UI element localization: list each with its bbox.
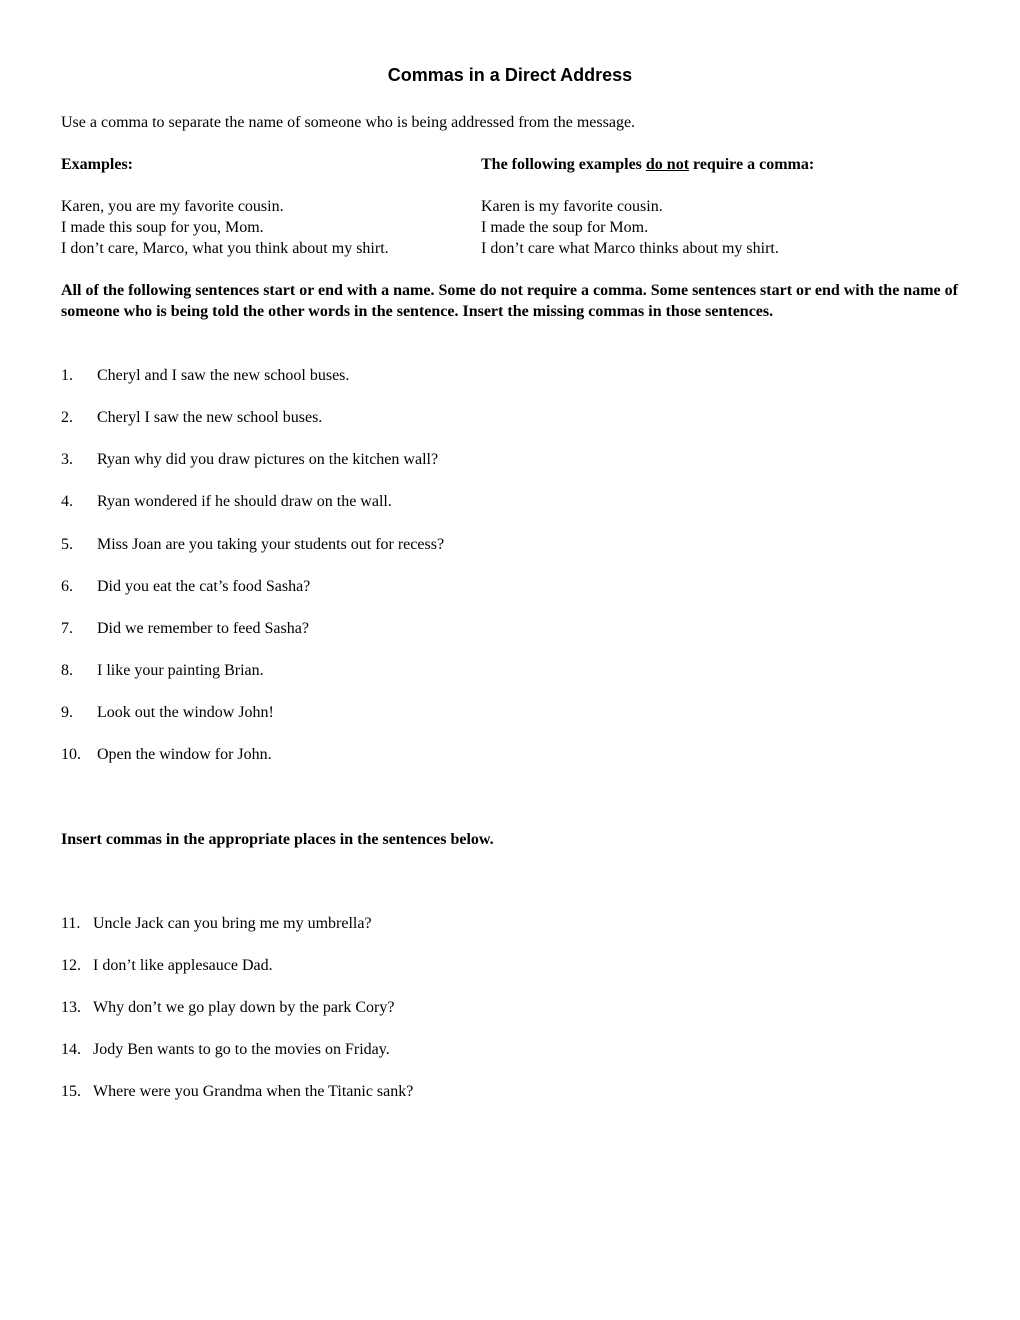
page-title: Commas in a Direct Address bbox=[387, 65, 633, 85]
question-item-5 bbox=[61, 534, 444, 555]
question-text: Open the window for John. bbox=[97, 746, 272, 763]
question-text: Did we remember to feed Sasha? bbox=[97, 620, 309, 637]
intro-text: Use a comma to separate the name of someone who is being addressed from the message. bbox=[61, 114, 636, 131]
question-text: Cheryl I saw the new school buses. bbox=[97, 409, 323, 426]
question-number: 8. bbox=[61, 662, 73, 679]
question-number: 15. bbox=[61, 1083, 81, 1100]
section2-instructions: Insert commas in the appropriate places in the sentences below. bbox=[61, 831, 494, 848]
question-number: 9. bbox=[61, 704, 73, 721]
question-text: Cheryl and I saw the new school buses. bbox=[97, 367, 350, 384]
question-item-6 bbox=[61, 576, 310, 597]
example-left-2: I made this soup for you, Mom. bbox=[61, 219, 264, 236]
question-number: 7. bbox=[61, 620, 73, 637]
question-item-4 bbox=[61, 491, 392, 512]
question-item-15 bbox=[61, 1081, 413, 1102]
question-item-7 bbox=[61, 618, 309, 639]
question-text: Uncle Jack can you bring me my umbrella? bbox=[93, 915, 372, 932]
non-examples-heading-part3: require a comma: bbox=[689, 156, 815, 173]
question-item-14 bbox=[61, 1039, 390, 1060]
example-right-2: I made the soup for Mom. bbox=[481, 219, 649, 236]
question-text: Ryan wondered if he should draw on the wall. bbox=[97, 493, 392, 510]
question-item-2 bbox=[61, 407, 322, 428]
non-examples-heading bbox=[481, 154, 814, 175]
question-item-10 bbox=[61, 744, 272, 765]
question-item-11 bbox=[61, 913, 372, 934]
question-item-9 bbox=[61, 702, 274, 723]
question-text: Miss Joan are you taking your students out for recess? bbox=[97, 536, 445, 553]
examples-heading: Examples: bbox=[61, 156, 133, 173]
question-text: Did you eat the cat’s food Sasha? bbox=[97, 578, 311, 595]
example-left-3: I don’t care, Marco, what you think about my shirt. bbox=[61, 240, 389, 257]
question-item-8 bbox=[61, 660, 264, 681]
question-number: 2. bbox=[61, 409, 73, 426]
section1-instructions: All of the following sentences start or end with a name. Some do not require a comma. Some sentences start or end with the name of someone who is being told the other words in the sentence. Insert the missing commas in those sentences. bbox=[61, 282, 958, 320]
question-text: Why don’t we go play down by the park Cory? bbox=[93, 999, 395, 1016]
question-number: 14. bbox=[61, 1041, 81, 1058]
question-text: I don’t like applesauce Dad. bbox=[93, 957, 273, 974]
question-item-1 bbox=[61, 365, 349, 386]
question-number: 1. bbox=[61, 367, 73, 384]
question-text: Look out the window John! bbox=[97, 704, 274, 721]
non-examples-heading-part1: The following examples bbox=[481, 156, 646, 173]
question-number: 10. bbox=[61, 746, 81, 763]
example-right-3: I don’t care what Marco thinks about my shirt. bbox=[481, 240, 779, 257]
question-number: 4. bbox=[61, 493, 73, 510]
question-text: I like your painting Brian. bbox=[97, 662, 264, 679]
example-right-1: Karen is my favorite cousin. bbox=[481, 198, 663, 215]
question-text: Jody Ben wants to go to the movies on Friday. bbox=[93, 1041, 390, 1058]
question-number: 6. bbox=[61, 578, 73, 595]
question-number: 5. bbox=[61, 536, 73, 553]
question-number: 13. bbox=[61, 999, 81, 1016]
question-number: 12. bbox=[61, 957, 81, 974]
question-text: Ryan why did you draw pictures on the kitchen wall? bbox=[97, 451, 439, 468]
question-item-12 bbox=[61, 955, 273, 976]
non-examples-heading-underlined: do not bbox=[645, 156, 690, 173]
question-text: Where were you Grandma when the Titanic sank? bbox=[93, 1083, 414, 1100]
question-item-3 bbox=[61, 449, 438, 470]
question-number: 11. bbox=[61, 915, 81, 932]
question-item-13 bbox=[61, 997, 394, 1018]
question-number: 3. bbox=[61, 451, 73, 468]
example-left-1: Karen, you are my favorite cousin. bbox=[61, 198, 284, 215]
